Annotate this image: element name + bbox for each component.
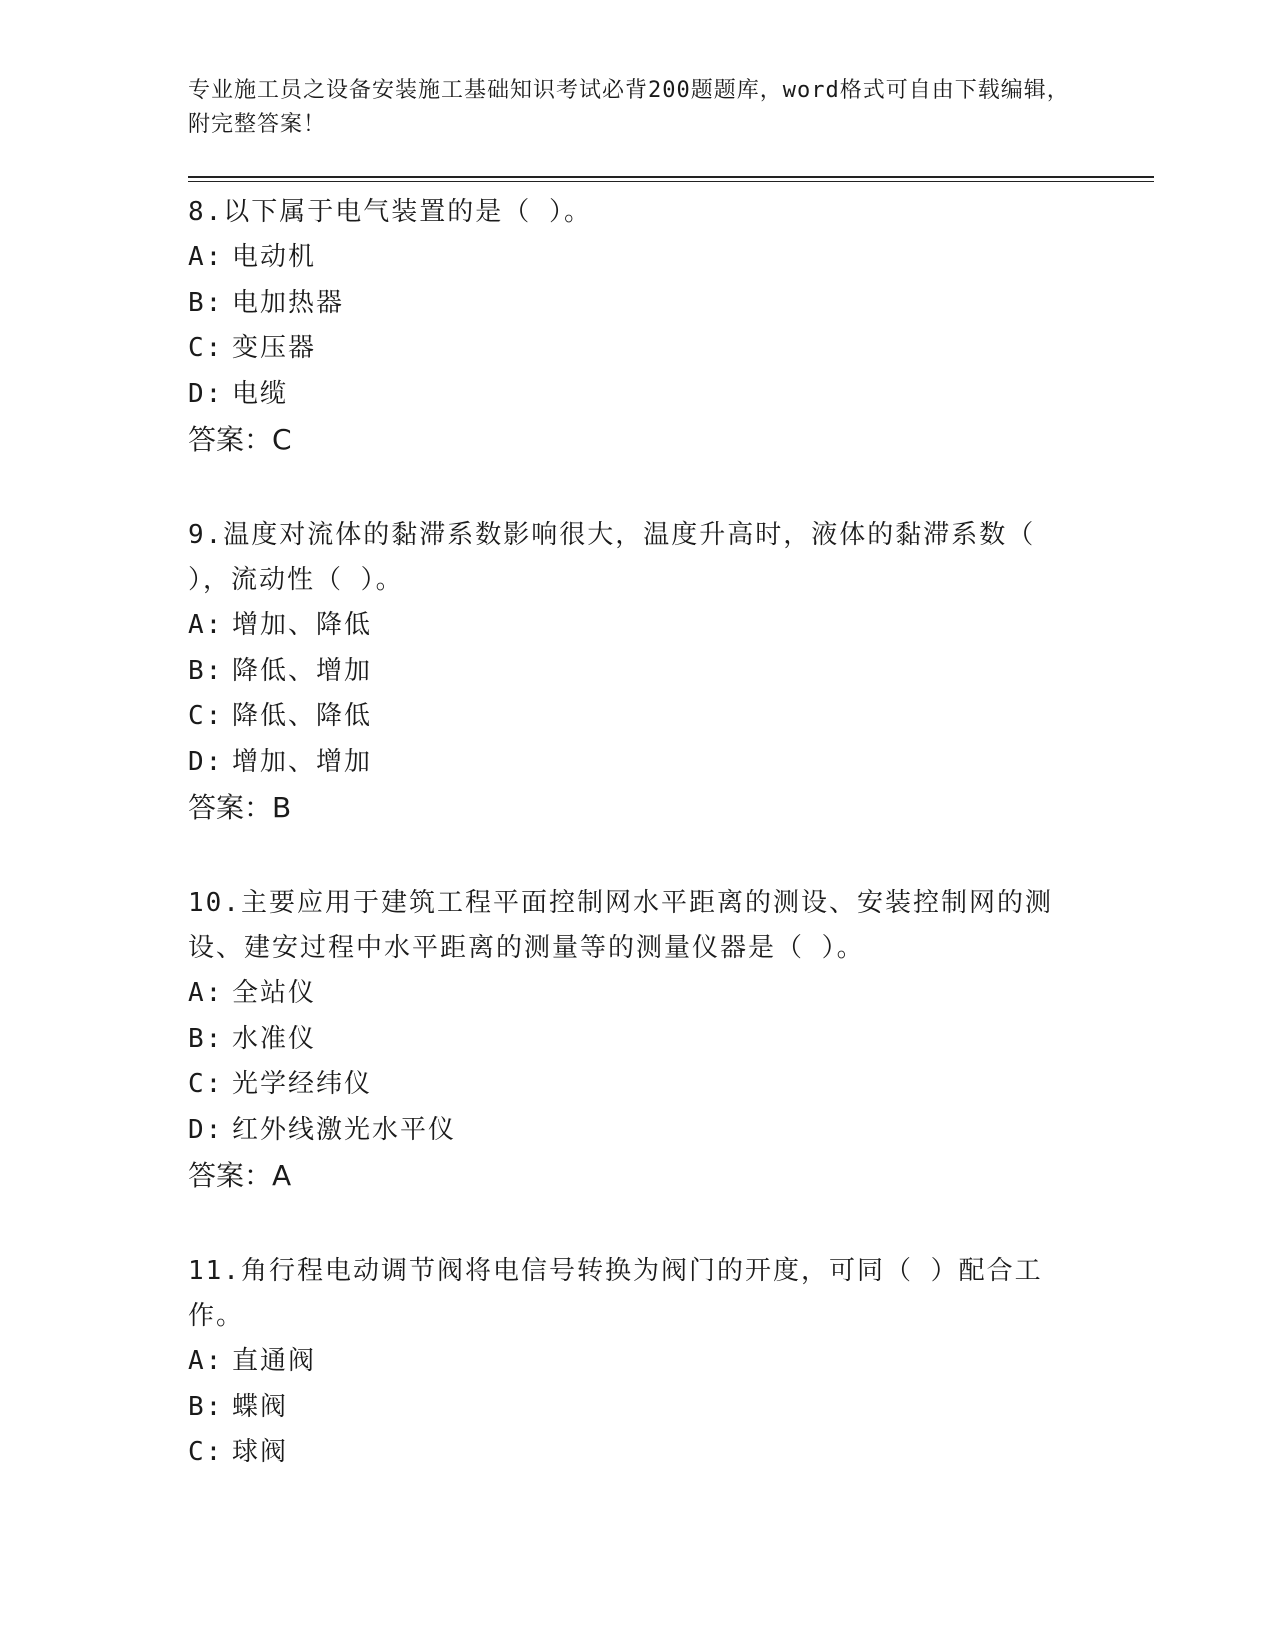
option-text: 光学经纬仪 (232, 1069, 373, 1099)
option-text: 红外线激光水平仪 (232, 1114, 457, 1145)
option-key: C: (188, 1069, 224, 1099)
option-key: A: (188, 610, 224, 640)
question-text: 10.主要应用于建筑工程平面控制网水平距离的测设、安装控制网的测设、建安过程中水平距离的测量等的测量仪器是（ ）。 (188, 888, 1053, 963)
option-key: B: (188, 655, 224, 686)
option-c (188, 694, 1088, 740)
answer-label: 答案：B (188, 791, 292, 824)
option-key: B: (188, 287, 224, 318)
option-key: B: (188, 1023, 224, 1054)
option-a (188, 603, 1088, 649)
question-10 (188, 881, 1088, 1199)
answer-label: 答案：A (188, 1159, 292, 1192)
option-text: 球阀 (232, 1437, 289, 1467)
option-key: D: (188, 1114, 224, 1145)
option-text: 直通阀 (232, 1346, 317, 1376)
option-text: 电缆 (232, 378, 289, 409)
answer-label: 答案：C (188, 423, 292, 456)
option-c (188, 1430, 1088, 1476)
option-key: C: (188, 333, 224, 363)
option-text: 电动机 (232, 242, 317, 272)
option-text: 电加热器 (232, 287, 345, 318)
option-text: 蝶阀 (232, 1391, 289, 1422)
question-11 (188, 1249, 1088, 1476)
option-b (188, 649, 1088, 695)
question-text: 8.以下属于电气装置的是（ ）。 (188, 197, 592, 227)
option-d (188, 372, 1088, 418)
header-divider-thin (188, 181, 1154, 182)
option-key: A: (188, 242, 224, 272)
question-8 (188, 190, 1088, 463)
option-b (188, 1385, 1088, 1431)
option-key: C: (188, 1437, 224, 1467)
option-text: 增加、增加 (232, 746, 373, 777)
question-9 (188, 513, 1088, 831)
option-b (188, 281, 1088, 327)
option-key: A: (188, 1346, 224, 1376)
option-d (188, 740, 1088, 786)
option-b (188, 1017, 1088, 1063)
option-key: C: (188, 701, 224, 731)
option-text: 降低、降低 (232, 701, 373, 731)
option-text: 全站仪 (232, 978, 317, 1008)
option-d (188, 1108, 1088, 1154)
option-a (188, 235, 1088, 281)
option-a (188, 971, 1088, 1017)
option-text: 降低、增加 (232, 655, 373, 686)
option-c (188, 326, 1088, 372)
option-key: D: (188, 378, 224, 409)
option-text: 增加、降低 (232, 610, 373, 640)
question-text: 9.温度对流体的黏滞系数影响很大，温度升高时，液体的黏滞系数（ ），流动性（ ）。 (188, 520, 1036, 595)
option-c (188, 1062, 1088, 1108)
document-header: 专业施工员之设备安装施工基础知识考试必背200题题库，word格式可自由下载编辑，附完整答案！ (188, 78, 1070, 137)
question-list (188, 190, 1088, 1526)
option-key: B: (188, 1391, 224, 1422)
option-key: A: (188, 978, 224, 1008)
option-text: 变压器 (232, 333, 317, 363)
option-text: 水准仪 (232, 1023, 317, 1054)
header-divider-thick (188, 176, 1154, 178)
option-key: D: (188, 746, 224, 777)
question-text: 11.角行程电动调节阀将电信号转换为阀门的开度，可同（ ）配合工作。 (188, 1256, 1043, 1331)
option-a (188, 1339, 1088, 1385)
